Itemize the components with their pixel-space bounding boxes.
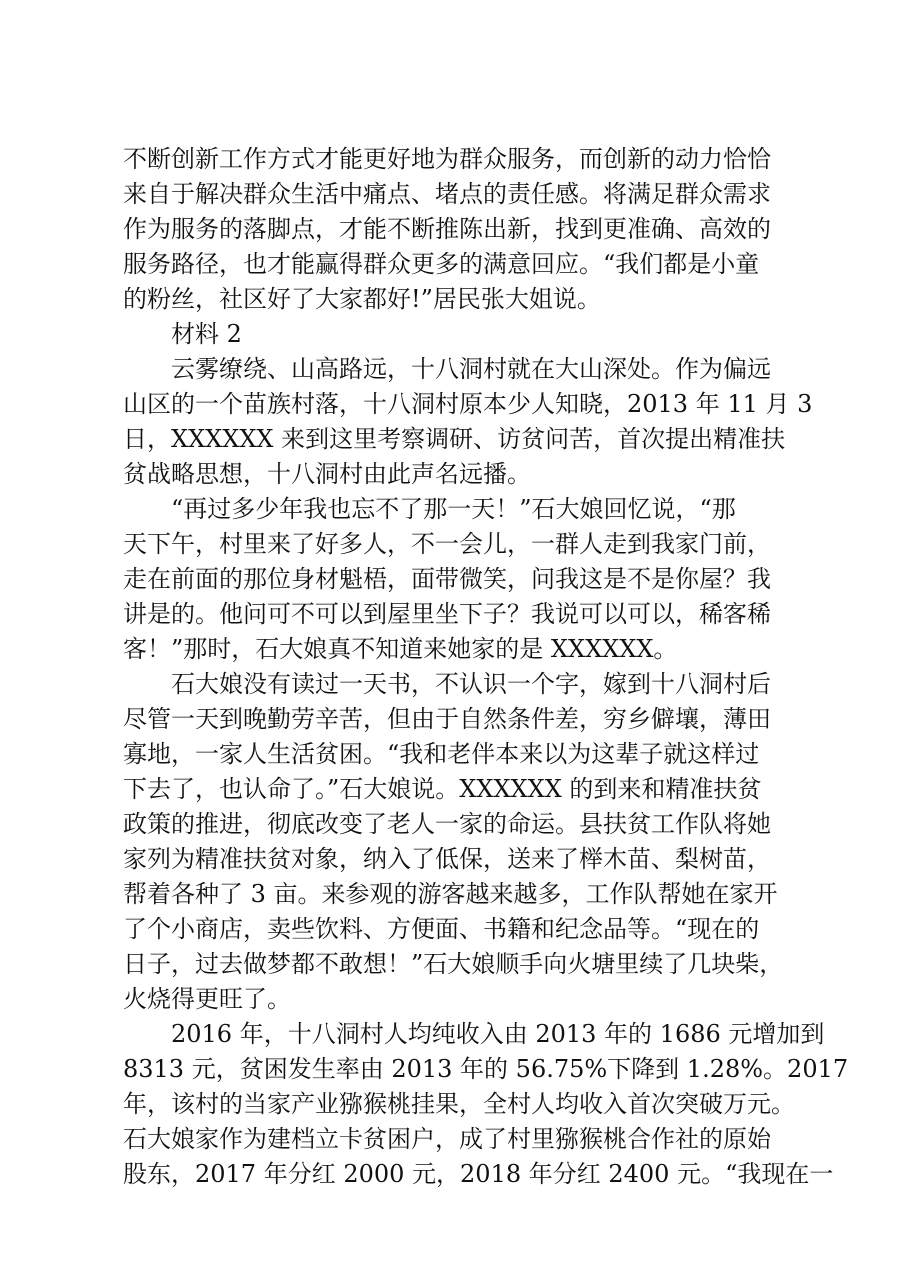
section-heading: 材料 2 <box>171 320 242 348</box>
text-line: 讲是的。他问可不可以到屋里坐下子？我说可以可以，稀客稀 <box>123 600 771 628</box>
text-line: 不断创新工作方式才能更好地为群众服务，而创新的动力恰恰 <box>123 145 771 173</box>
text-line: 政策的推进，彻底改变了老人一家的命运。县扶贫工作队将她 <box>123 810 771 838</box>
text-line: 服务路径，也才能赢得群众更多的满意回应。“我们都是小童 <box>123 250 760 278</box>
text-line: 石大娘家作为建档立卡贫困户，成了村里猕猴桃合作社的原始 <box>123 1125 771 1153</box>
text-line: 日子，过去做梦都不敢想！”石大娘顺手向火塘里续了几块柴， <box>123 950 784 978</box>
text-line: 帮着各种了 3 亩。来参观的游客越来越多，工作队帮她在家开 <box>123 880 778 908</box>
text-line: 下去了，也认命了。”石大娘说。XXXXXX 的到来和精准扶贫 <box>123 775 762 803</box>
text-line: 股东，2017 年分红 2000 元，2018 年分红 2400 元。“我现在一 <box>123 1160 834 1188</box>
text-line: 作为服务的落脚点，才能不断推陈出新，找到更准确、高效的 <box>123 215 771 243</box>
text-line: 8313 元，贫困发生率由 2013 年的 56.75%下降到 1.28%。2017 <box>123 1055 849 1083</box>
text-line: 家列为精准扶贫对象，纳入了低保，送来了榉木苗、梨树苗， <box>123 845 771 873</box>
text-line: 天下午，村里来了好多人，不一会儿，一群人走到我家门前， <box>123 530 771 558</box>
text-line: 客！”那时，石大娘真不知道来她家的是 XXXXXX。 <box>123 635 678 663</box>
text-line: 石大娘没有读过一天书，不认识一个字，嫁到十八洞村后 <box>171 670 771 698</box>
text-line: 来自于解决群众生活中痛点、堵点的责任感。将满足群众需求 <box>123 180 771 208</box>
text-line: 火烧得更旺了。 <box>123 985 291 1013</box>
text-line: 走在前面的那位身材魁梧，面带微笑，问我这是不是你屋？我 <box>123 565 771 593</box>
text-line: 云雾缭绕、山高路远，十八洞村就在大山深处。作为偏远 <box>171 355 771 383</box>
text-line: 山区的一个苗族村落，十八洞村原本少人知晓，2013 年 11 月 3 <box>123 390 813 418</box>
text-line: “再过多少年我也忘不了那一天！”石大娘回忆说，“那 <box>171 495 736 523</box>
text-line: 日，XXXXXX 来到这里考察调研、访贫问苦，首次提出精准扶 <box>123 425 786 453</box>
text-line: 尽管一天到晚勤劳辛苦，但由于自然条件差，穷乡僻壤，薄田 <box>123 705 771 733</box>
text-line: 寡地，一家人生活贫困。“我和老伴本来以为这辈子就这样过 <box>123 740 760 768</box>
text-line: 年，该村的当家产业猕猴桃挂果，全村人均收入首次突破万元。 <box>123 1090 795 1118</box>
text-line: 贫战略思想，十八洞村由此声名远播。 <box>123 460 531 488</box>
text-line: 的粉丝，社区好了大家都好!”居民张大姐说。 <box>123 285 601 313</box>
text-line: 2016 年，十八洞村人均纯收入由 2013 年的 1686 元增加到 <box>171 1020 825 1048</box>
text-line: 了个小商店，卖些饮料、方便面、书籍和纪念品等。“现在的 <box>123 915 760 943</box>
